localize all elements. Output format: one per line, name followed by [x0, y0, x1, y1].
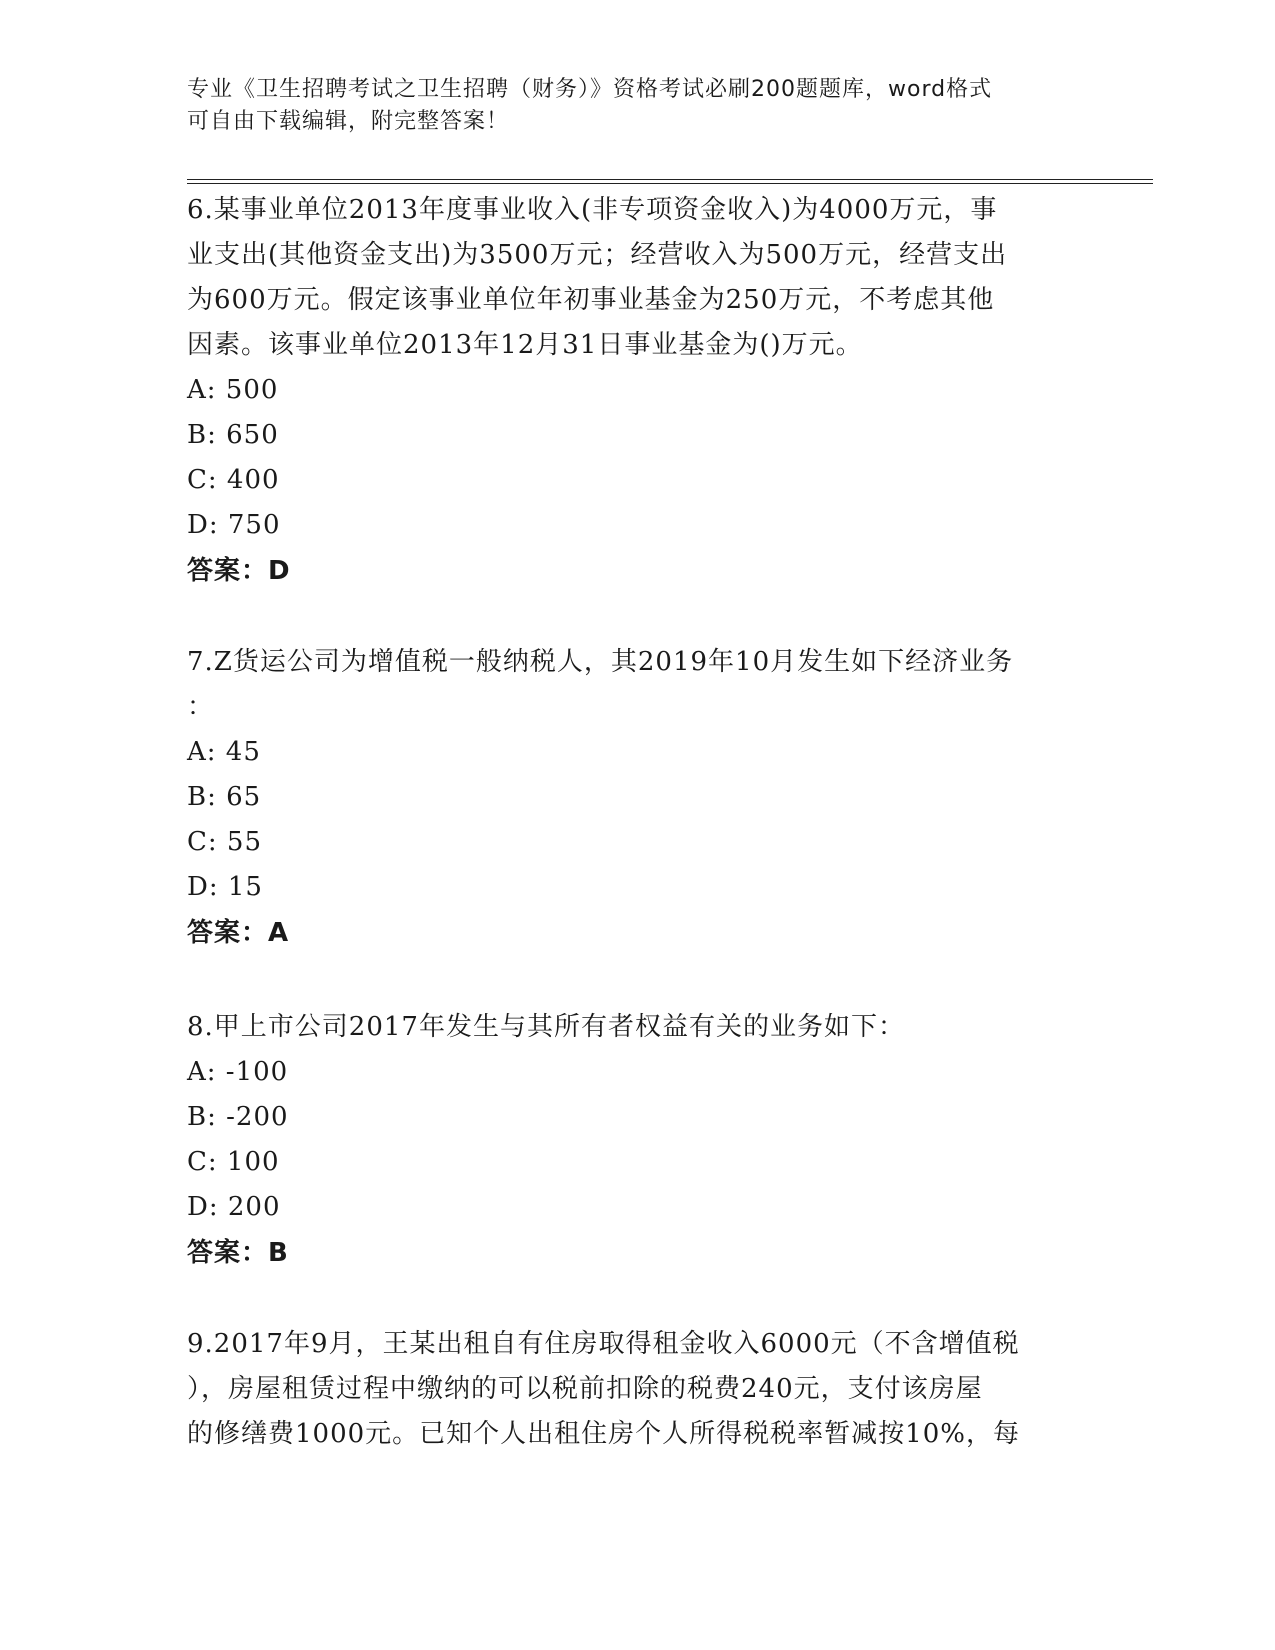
option-b: B: 650	[187, 420, 279, 450]
option-a: A: -100	[187, 1057, 289, 1087]
header-line-2: 可自由下载编辑，附完整答案！	[187, 109, 510, 134]
header-divider-top	[187, 179, 1153, 180]
option-b: B: -200	[187, 1102, 289, 1132]
answer: 答案：D	[187, 556, 291, 586]
option-d: D: 750	[187, 510, 281, 540]
question-stem-line: ：	[187, 692, 215, 722]
question-stem-line: 因素。该事业单位2013年12月31日事业基金为()万元。	[187, 330, 863, 360]
option-c: C: 400	[187, 465, 280, 495]
answer: 答案：B	[187, 1238, 289, 1268]
option-b: B: 65	[187, 782, 262, 812]
question-stem-line: ），房屋租赁过程中缴纳的可以税前扣除的税费240元，支付该房屋	[187, 1374, 983, 1404]
option-c: C: 100	[187, 1147, 280, 1177]
option-a: A: 45	[187, 737, 261, 767]
header-divider-bottom	[187, 183, 1153, 184]
question-stem-line: 为600万元。假定该事业单位年初事业基金为250万元，不考虑其他	[187, 285, 995, 315]
header-line-1: 专业《卫生招聘考试之卫生招聘（财务）》资格考试必刷200题题库，word格式	[187, 77, 993, 102]
question-stem-line: 业支出(其他资金支出)为3500万元；经营收入为500万元，经营支出	[187, 240, 1008, 270]
question-stem-line: 9.2017年9月，王某出租自有住房取得租金收入6000元（不含增值税	[187, 1329, 1020, 1359]
document-header	[187, 74, 1067, 138]
option-d: D: 15	[187, 872, 263, 902]
question-7	[187, 640, 1087, 956]
option-c: C: 55	[187, 827, 263, 857]
question-stem-line: 6.某事业单位2013年度事业收入(非专项资金收入)为4000万元，事	[187, 195, 998, 225]
question-6	[187, 188, 1087, 594]
question-stem-line: 8.甲上市公司2017年发生与其所有者权益有关的业务如下：	[187, 1012, 905, 1042]
question-stem-line: 7.Z货运公司为增值税一般纳税人，其2019年10月发生如下经济业务	[187, 647, 1014, 677]
question-stem-line: 的修缮费1000元。已知个人出租住房个人所得税税率暂减按10%，每	[187, 1419, 1020, 1449]
question-8	[187, 1005, 1087, 1276]
option-a: A: 500	[187, 375, 279, 405]
question-9	[187, 1322, 1087, 1457]
answer: 答案：A	[187, 918, 290, 948]
option-d: D: 200	[187, 1192, 281, 1222]
